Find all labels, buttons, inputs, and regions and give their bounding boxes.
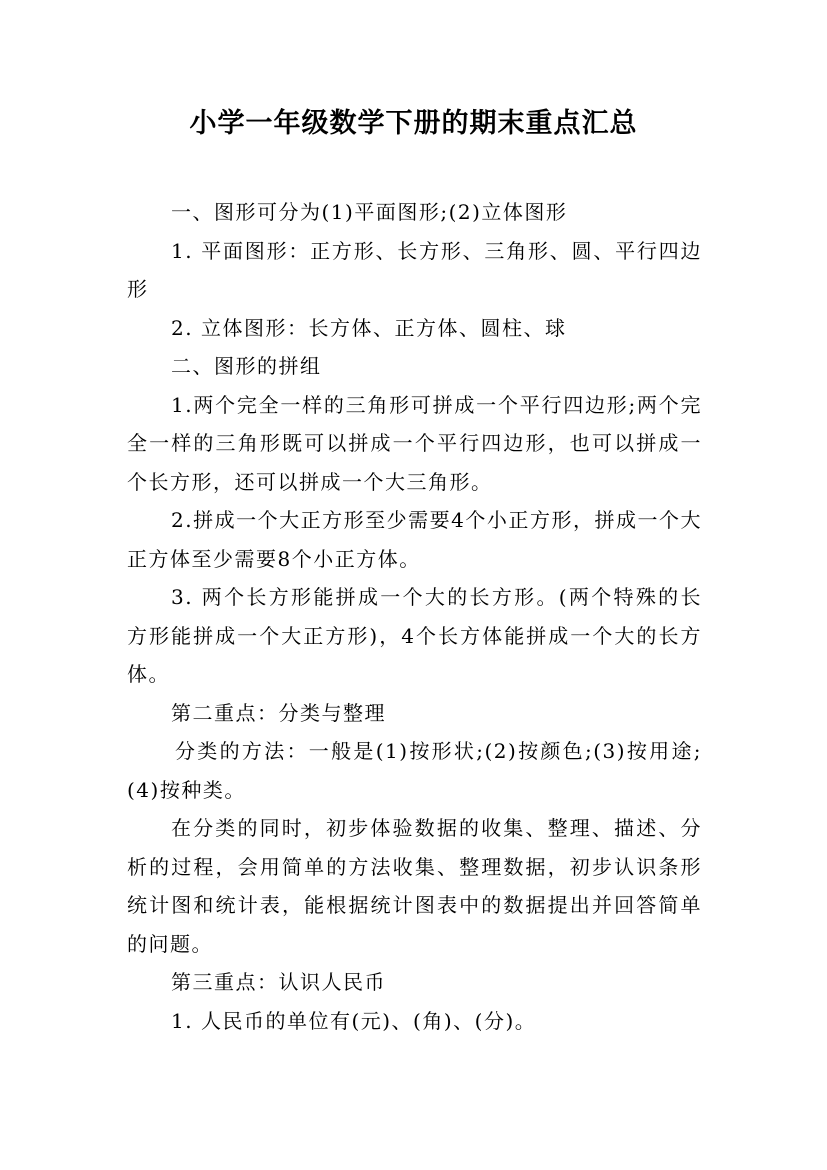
paragraph-rmb-units: 1. 人民币的单位有(元)、(角)、(分)。 [171,1008,537,1033]
paragraph-plane-shapes: 1. 平面图形：正方形、长方形、三角形、圆、平行四边形 [127,238,702,301]
paragraph-section-1-heading: 一、图形可分为(1)平面图形;(2)立体图形 [171,200,568,224]
paragraph-squares: 2.拼成一个大正方形至少需要4个小正方形，拼成一个大正方体至少需要8个小正方体。 [127,508,702,571]
paragraph-triangles: 1.两个完全一样的三角形可拼成一个平行四边形;两个完全一样的三角形既可以拼成一个平行四边形，也可以拼成一个长方形，还可以拼成一个大三角形。 [127,392,702,494]
paragraph-key-point-3-heading: 第三重点：认识人民币 [171,970,386,994]
document-title: 小学一年级数学下册的期末重点汇总 [189,108,638,139]
document-body [127,193,702,1040]
paragraph-section-2-heading: 二、图形的拼组 [171,354,322,378]
paragraph-classification-methods: 分类的方法：一般是(1)按形状;(2)按颜色;(3)按用途;(4)按种类。 [127,739,702,802]
paragraph-rectangles: 3. 两个长方形能拼成一个大的长方形。(两个特殊的长方形能拼成一个大正方形)，4个长方体能拼成一个大的长方体。 [127,585,702,686]
paragraph-solid-shapes: 2. 立体图形：长方体、正方体、圆柱、球 [171,315,567,340]
paragraph-data-collection: 在分类的同时，初步体验数据的收集、整理、描述、分析的过程，会用简单的方法收集、整理数据，初步认识条形统计图和统计表，能根据统计图表中的数据提出并回答简单的问题。 [127,816,702,956]
paragraph-key-point-2-heading: 第二重点：分类与整理 [171,700,386,725]
